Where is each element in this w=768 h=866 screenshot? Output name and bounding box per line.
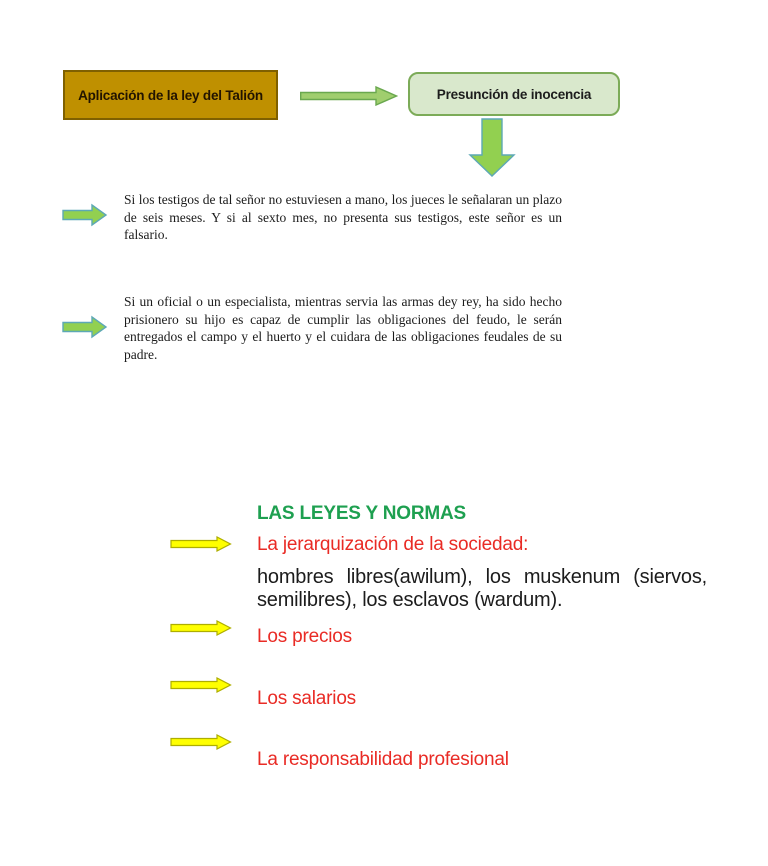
flowchart-box-label: Aplicación de la ley del Talión xyxy=(78,87,263,103)
down-arrow-icon xyxy=(468,118,516,178)
law-item-label: La jerarquización de la sociedad: xyxy=(257,534,529,555)
yellow-bullet-arrow-icon xyxy=(170,536,232,552)
green-bullet-arrow-icon xyxy=(62,315,108,339)
quote-paragraph: Si los testigos de tal señor no estuviesen a mano, los jueces le señalaran un plazo de seis meses. Y si al sexto mes, no presenta sus testigos, este señor es un falsario. xyxy=(124,192,562,243)
yellow-bullet-arrow-icon xyxy=(170,677,232,693)
yellow-bullet-arrow-icon xyxy=(170,620,232,636)
flowchart-box-presuncion-inocencia xyxy=(408,72,620,116)
law-item-detail: hombres libres(awilum), los muskenum (siervos, semilibres), los esclavos (wardum). xyxy=(257,566,707,611)
law-item-label: Los salarios xyxy=(257,688,356,709)
flowchart-box-aplicacion-ley-talion xyxy=(63,70,278,120)
right-arrow-icon xyxy=(300,86,398,106)
law-item-label: Los precios xyxy=(257,626,352,647)
green-bullet-arrow-icon xyxy=(62,203,108,227)
law-item-label: La responsabilidad profesional xyxy=(257,749,509,770)
yellow-bullet-arrow-icon xyxy=(170,734,232,750)
quote-paragraph: Si un oficial o un especialista, mientras servia las armas dey rey, ha sido hecho prisionero su hijo es capaz de cumplir las obligaciones del feudo, le serán entregados el campo y el huerto y el cuidara de las obligaciones feudales de su padre. xyxy=(124,294,562,362)
flowchart-box-label: Presunción de inocencia xyxy=(436,86,592,102)
section-title: LAS LEYES Y NORMAS xyxy=(257,503,466,524)
